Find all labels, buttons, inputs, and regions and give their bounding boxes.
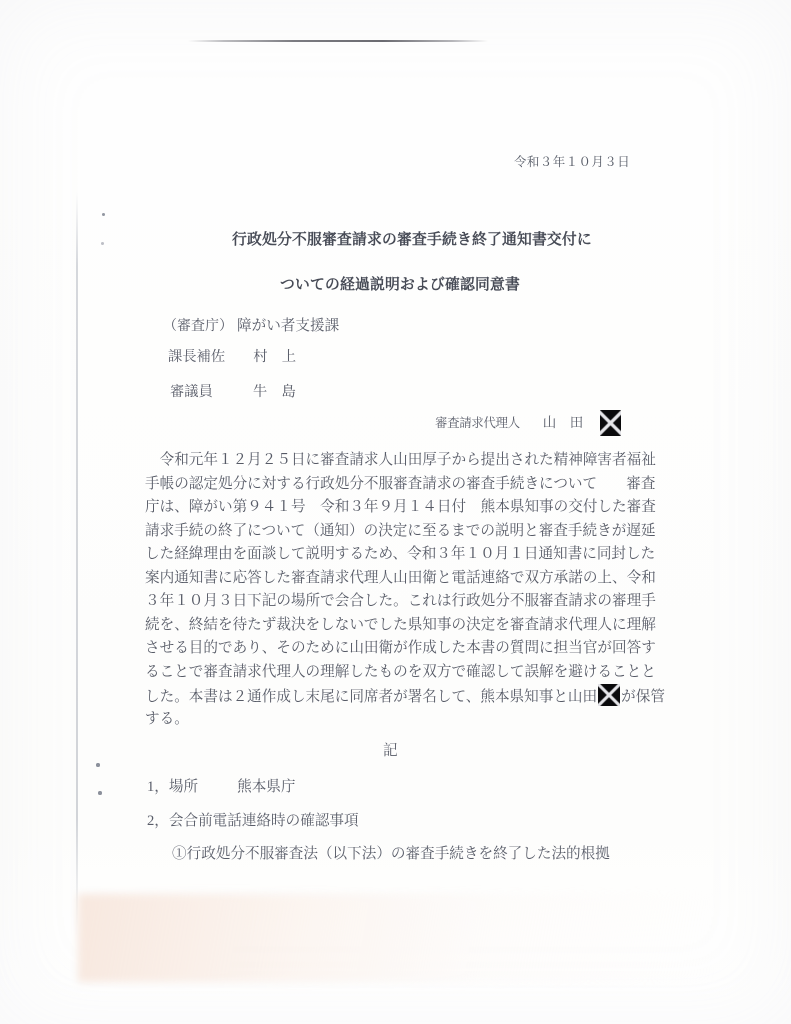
body-line: 庁は、障がい第９４１号 令和３年９月１４日付 熊本県知事の交付した審査 xyxy=(145,499,656,515)
agency-row xyxy=(163,314,339,335)
representative-row xyxy=(435,411,583,431)
body-line: 続を、終結を待たず裁決をしないでした県知事の決定を審査請求代理人に理解 xyxy=(145,616,656,633)
scan-left-edge-line xyxy=(76,192,78,928)
list-item-confirmation: 2，会合前電話連絡時の確認事項 xyxy=(147,813,359,829)
ki-heading: 記 xyxy=(383,743,398,759)
body-line-text: が保管 xyxy=(621,689,665,705)
body-line: する。 xyxy=(145,710,189,727)
section-chief-row xyxy=(168,346,296,366)
list-subitem-legal-basis: ①行政処分不服審査法（以下法）の審査手続きを終了した法的根拠 xyxy=(172,846,610,862)
councilor-name: 牛 島 xyxy=(252,384,296,400)
document-title-line1: 行政処分不服審査請求の審査手続き終了通知書交付に xyxy=(232,232,592,248)
document-title-line2: ついての経過説明および確認同意書 xyxy=(280,277,520,293)
body-line-with-redaction xyxy=(145,684,665,708)
agency-value: 障がい者支援課 xyxy=(237,318,340,334)
scan-bottom-tint xyxy=(78,894,712,982)
punch-hole-mark xyxy=(101,242,104,245)
representative-label: 審査請求代理人 xyxy=(435,416,520,430)
punch-hole-mark xyxy=(102,213,105,216)
list-item-place-value: 熊本県庁 xyxy=(237,779,296,795)
representative-name: 山 田 xyxy=(542,415,584,430)
scan-top-edge-artifact xyxy=(188,40,488,42)
body-paragraph xyxy=(145,449,665,731)
agency-label: （審査庁） xyxy=(163,319,233,334)
redaction-box-icon xyxy=(598,684,620,706)
section-chief-label: 課長補佐 xyxy=(168,349,226,365)
document-date: 令和３年１０月３日 xyxy=(514,155,631,169)
body-line: させる目的であり、そのために山田衛が作成した本書の質問に担当官が回答す xyxy=(145,640,656,656)
punch-hole-mark xyxy=(96,763,100,767)
body-line: ３年１０月３日下記の場所で会合した。これは行政処分不服審査請求の審理手 xyxy=(145,593,656,609)
body-line-text: した。本書は２通作成し末尾に同席者が署名して、熊本県知事と山田 xyxy=(145,689,598,705)
section-chief-name: 村 上 xyxy=(253,349,297,365)
body-line: 案内通知書に応答した審査請求代理人山田衛と電話連絡で双方承諾の上、令和 xyxy=(145,569,656,586)
councilor-label: 審議員 xyxy=(170,384,213,400)
body-line: した経緯理由を面談して説明するため、令和３年１０月１日通知書に同封した xyxy=(145,546,656,562)
body-line: 令和元年１２月２５日に審査請求人山田厚子から提出された精神障害者福祉 xyxy=(145,452,656,468)
body-line: ることで審査請求代理人の理解したものを双方で確認して誤解を避けることと xyxy=(145,663,656,680)
body-line: 手帳の認定処分に対する行政処分不服審査請求の審査手続きについて 審査 xyxy=(145,475,656,492)
redaction-box-icon xyxy=(600,410,621,436)
list-item-place xyxy=(147,775,295,796)
councilor-row xyxy=(170,381,296,401)
punch-hole-mark xyxy=(98,791,102,795)
body-line: 請求手続の終了について（通知）の決定に至るまでの説明と審査手続きが遅延 xyxy=(145,522,656,539)
list-item-place-label: 1，場所 xyxy=(147,779,199,795)
